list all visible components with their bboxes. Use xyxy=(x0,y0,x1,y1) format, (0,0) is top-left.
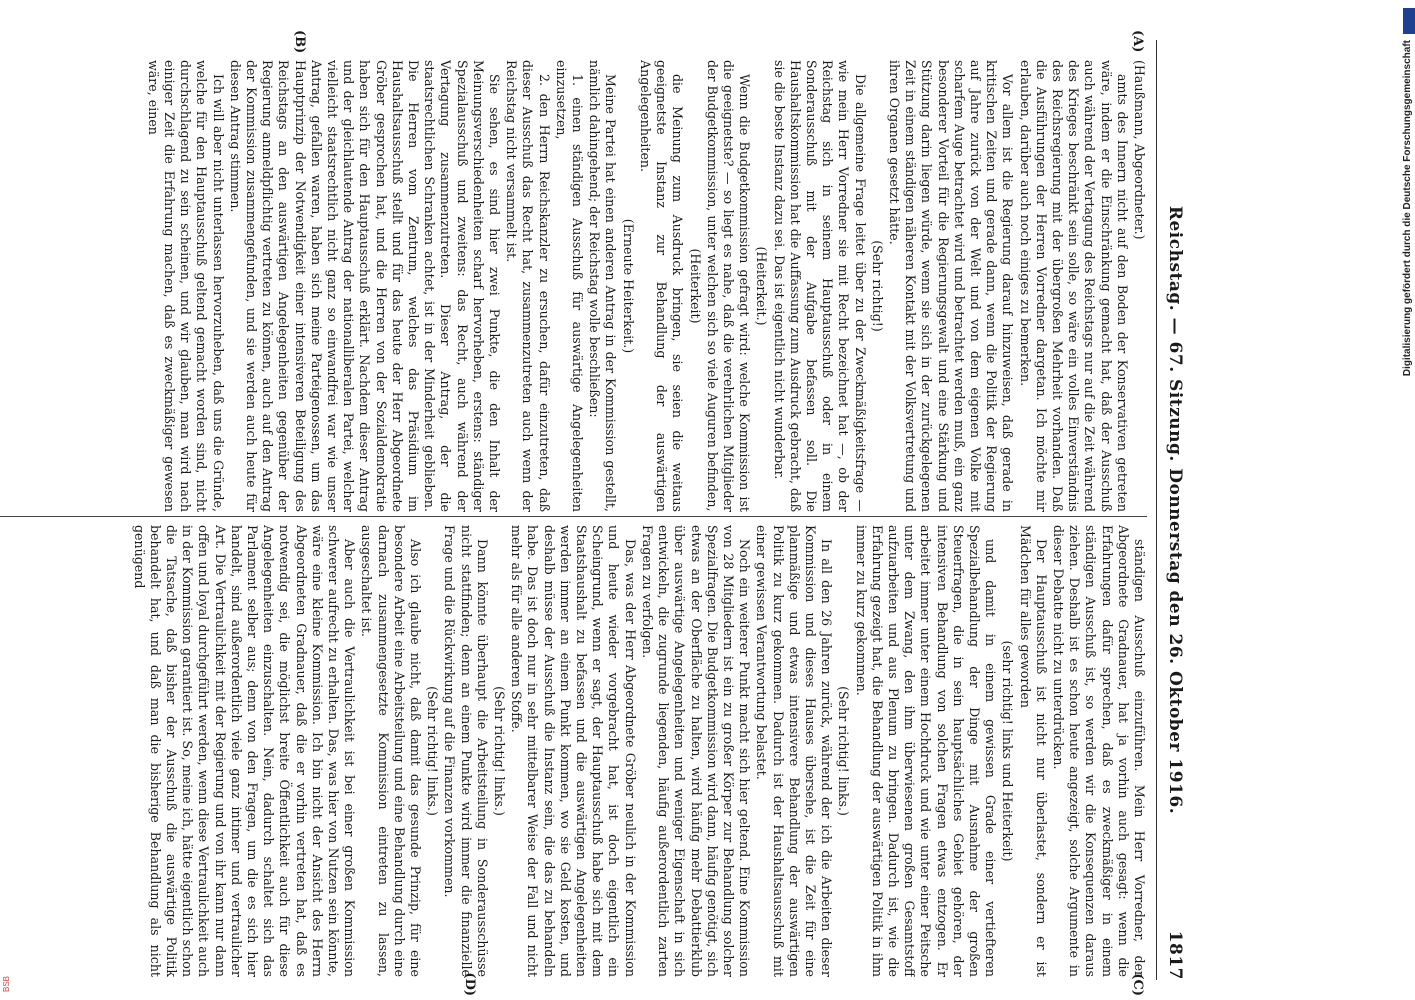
interjection: (Sehr richtig! links.) xyxy=(492,686,508,816)
paragraph: Aber auch die Vertraulichkeit ist bei einer großen Kommission schwerer aufrecht zu erhalten. Das, was hier von Nutzen sein könnte, wäre eine kleine Kommission. Ich bin nicht der Ansicht des Herrn Abgeordneten Gradnauer, daß die er vorhin vertreten hat, daß es notwendig sei, die möglichst breite Öffentlichkeit auch für diese Angelegenheiten einzuschalten. Nein, dadurch schaltet sich das Parlament selber aus; denn von den Fragen, um die es sich hier handelt, sind außerordentlich viele ganz intimer und vertraulicher Art. Die Vertraulichkeit mit der Regierung und von ihr kann nur dann offen und loyal durchgeführt werden, wenn diese Vertraulichkeit auch in der Kommission garantiert ist. So, meine ich, hätte eigentlich schon die Tatsache, daß bisher der Ausschuß die auswärtige Politik behandelt hat, und daß man die bisherige Behandlung als nicht genügend xyxy=(131,525,358,977)
interjection: (Sehr richtig!) xyxy=(869,240,885,332)
interjection: (Sehr richtig! links.) xyxy=(425,686,441,816)
margin-marker-a: (A) xyxy=(1130,30,1145,53)
paragraph: 1. einen ständigen Ausschuß für auswärtige Angelegenheiten einzusetzen, xyxy=(553,60,586,512)
paragraph: und damit in einem gewissen Grade einer vertiefteren Spezialbehandlung der Dinge mit Ausnahme der großen Steuerfragen, die in sein hauptsächliches Gebiet gehören, der intensiven Behandlung von solchen Fragen etwas entzogen. Er arbeitet immer unter einem Hochdruck und wie unter einer Peitsche unter dem Zwang, den ihm überwiesenen großen Gesamtstoff aufzuarbeiten und aus Plenum zu bringen. Dadurch ist, wie die Erfahrung gezeigt hat, die Behandlung der auswärtigen Politik in ihm immer zu kurz gekommen. xyxy=(853,525,999,977)
paragraph: Wenn die Budgetkommission gefragt wird: welche Kommission ist die geeignetste? — so liegt es nahe, daß die verehrlichen Mitglieder der Budgetkommission, unter welchen sich so viele Auguren befinden, xyxy=(704,60,753,512)
interjection: (Heiterkeit) xyxy=(687,248,703,324)
column-divider xyxy=(0,516,1147,517)
paragraph: amts des Innern nicht auf den Boden der Konservativen getreten wäre, indem er die Einschränkung gemacht hat, daß der Ausschuß auch während der Vertagung des Reichstags nur auf die Zeit während des Krieges beschränkt sein solle, so wäre ein volles Einverständnis des Reichsregierung mit der übergroßen Mehrheit vorhanden. Daß die Ausführungen der Herren Vorredner dargetan. Ich möchte mir erlauben, darüber auch noch einiges zu bemerken. xyxy=(1017,60,1130,512)
paragraph: Die allgemeine Frage leitet über zu der Zweckmäßigkeitsfrage — wie mein Herr Vorredner sie mit Recht bezeichnet hat —, ob der Reichstag sich in seinem Hauptausschuß oder in einem Sonderausschuß mit der Aufgabe befassen soll. Die Haushaltskommission hat die Auffassung zum Ausdruck gebracht, daß sie die beste Instanz dazu sei. Das ist eigentlich nicht wunderbar. xyxy=(771,60,868,512)
paragraph: 2. den Herrn Reichskanzler zu ersuchen, dafür einzutreten, daß dieser Ausschuß das Recht hat, zusammenzutreten auch wenn der Reichstag nicht versammelt ist. xyxy=(504,60,552,512)
paragraph: Das, was der Herr Abgeordnete Gröber neulich in der Kommission und heute wieder vorgebracht hat, ist doch eigentlich ein Scheingrund, wenn er sagt, der Hauptausschuß habe sich mit dem Staatshaushalt zu befassen und die auswärtigen Angelegenheiten werden immer an einem Punkt kommen, wo sie Geld kosten, und deshalb müsse der Ausschuß die Instanz sein, die das zu behandeln habe. Das ist doch nur in sehr mittelbarer Weise der Fall und nicht mehr als für alle anderen Stoffe. xyxy=(509,525,638,977)
interjection: (Heiterkeit.) xyxy=(754,246,770,326)
interjection: (Erneute Heiterkeit.) xyxy=(620,218,636,354)
interjection: (Sehr richtig! links.) xyxy=(836,686,852,816)
paragraph: Der Hauptausschuß ist nicht nur überlastet, sondern er ist Mädchen für alles geworden xyxy=(1017,525,1049,977)
speaker-label: (Haußmann, Abgeordneter.) xyxy=(1132,60,1147,240)
paragraph: Dann könnte überhaupt die Arbeitsteilung in Sonderausschüsse nicht stattfinden; denn an einem Punkte wird immer die finanzielle Frage und die Rückwirkung auf die Finanzen vorkommen. xyxy=(442,525,490,977)
library-mark: BSB xyxy=(2,975,11,992)
digitization-credit: Digitalisierung gefördert durch die Deutsche Forschungsgemeinschaft xyxy=(1402,40,1413,377)
page-header xyxy=(1161,40,1185,980)
paragraph: Sie sehen, es sind hier zwei Punkte, die den Inhalt der Meinungsverschiedenheiten scharf hervorheben, erstens: ständiger Spezialausschuß und zweitens: das Recht, auch während der Vertagung zusammenzutreten. Dieser Antrag, der die staatsrechtlichen Schranken achtet, ist in der Minderheit geblieben. Die Herren vom Zentrum, welches das Präsidium im Haushaltsausschuß stellt und für das heute der Herr Abgeordnete Gröber gesprochen hat, und die Herren von der Sozialdemokratie haben sich für den Hauptausschuß erklärt. Nachdem dieser Antrag und der gleichlautende Antrag der nationalliberalen Partei, welcher vielleicht staatsrechtlich nicht ganz so einwandfrei war wie unser Antrag, gefallen waren, haben sich meine Parteigenossen, um das Hauptprinzip der Notwendigkeit einer intensiveren Beteiligung des Reichstags an den auswärtigen Angelegenheiten gegenüber der Regierung anmeldpflichtig vertreten zu können, auch auf den Antrag der Kommission zusammengefunden, und sie werden auch heute für diesen Antrag stimmen. xyxy=(227,60,503,512)
running-title: Reichstag. — 67. Sitzung. Donnerstag den 26. Oktober 1916. xyxy=(1165,205,1185,815)
right-text-column xyxy=(0,525,1147,977)
page-number: 1817 xyxy=(1165,930,1185,980)
paragraph: die Meinung zum Ausdruck bringen, sie seien die weitaus geeignetste Instanz zur Behandlung der auswärtigen Angelegenheiten. xyxy=(637,60,686,512)
document-sheet xyxy=(0,20,1197,1000)
header-rule xyxy=(1156,40,1157,980)
dfg-logo-icon xyxy=(1403,8,1415,34)
paragraph: Ich will aber nicht unterlassen hervorzuheben, daß uns die Gründe, welche für den Hauptausschuß geltend gemacht worden sind, nicht durchschlagend zu sein scheinen, und wir glauben, man wird nach einiger Zeit die Erfahrung machen, daß es zweckmäßiger gewesen wäre, einen xyxy=(145,60,226,512)
paragraph: ständigen Ausschuß einzuführen. Mein Herr Vorredner, der Abgeordnete Gradnauer, hat ja vorhin auch gesagt: wenn die Erfahrungen dafür sprechen, daß es zweckmäßiger in einem ständigen Ausschuß ist, so werden wir die Konsequenzen daraus ziehen. Deshalb ist es schon heute angezeigt, solche Argumente in dieser Debatte nicht zu unterdrücken. xyxy=(1050,525,1147,977)
interjection: (sehr richtig! links und Heiterkeit) xyxy=(1000,640,1016,862)
paragraph: Meine Partei hat einen anderen Antrag in der Kommission gestellt, nämlich dahingehend; der Reichstag wolle beschließen: xyxy=(587,60,619,512)
margin-marker-c: (C) xyxy=(1130,973,1145,996)
paragraph: Also ich glaube nicht, daß damit das gesunde Prinzip, für eine besondere Arbeit eine Arbeitsteilung und eine Behandlung durch eine darnach zusammengesetzte Kommission eintreten zu lassen, ausgeschaltet ist. xyxy=(359,525,424,977)
paragraph: In all den 26 Jahren zurück, während der ich die Arbeiten dieser Kommission und dieses Hauses übersehe, ist die Zeit für eine planmäßige und etwas intensivere Behandlung der auswärtigen Politik zu kurz gekommen. Dadurch ist der Haushaltsausschuß mit einer gewissen Verantwortung belastet. xyxy=(754,525,835,977)
paragraph: Noch ein weiterer Punkt macht sich hier geltend. Eine Kommission von 28 Mitgliedern ist ein zu großer Körper zur Behandlung solcher Spezialfragen. Die Budgetkommission wird dann, häufig genötigt, sich etwas an der Oberfläche zu halten, wird häufig mehr Debattierklub über auswärtige Angelegenheiten und weniger Eigenschaft in sich entwickeln, die zugrunde liegenden, häufig außerordentlich zarten Fragen zu verfolgen. xyxy=(639,525,753,977)
margin-marker-b: (B) xyxy=(292,30,307,54)
margin-marker-d: (D) xyxy=(462,972,477,996)
left-text-column xyxy=(0,60,1147,512)
paragraph: Vor allem ist die Regierung darauf hinzuweisen, daß gerade in kritischen Zeiten und gerade dann, wenn die Politik der Regierung auf Jahre zurück von der Welt und von dem eigenen Volke mit scharfem Auge betrachtet wird und betrachtet werden muß, ein ganz besonderer Vorteil für die Regierungsgewalt und eine Stärkung und Stützung darin liegen würde, wenn sie sich in der zurückgelegenen Zeit in einem ständigen näheren Kontakt mit der Volksvertretung und ihren Organen gesetzt hätte. xyxy=(886,60,1016,512)
